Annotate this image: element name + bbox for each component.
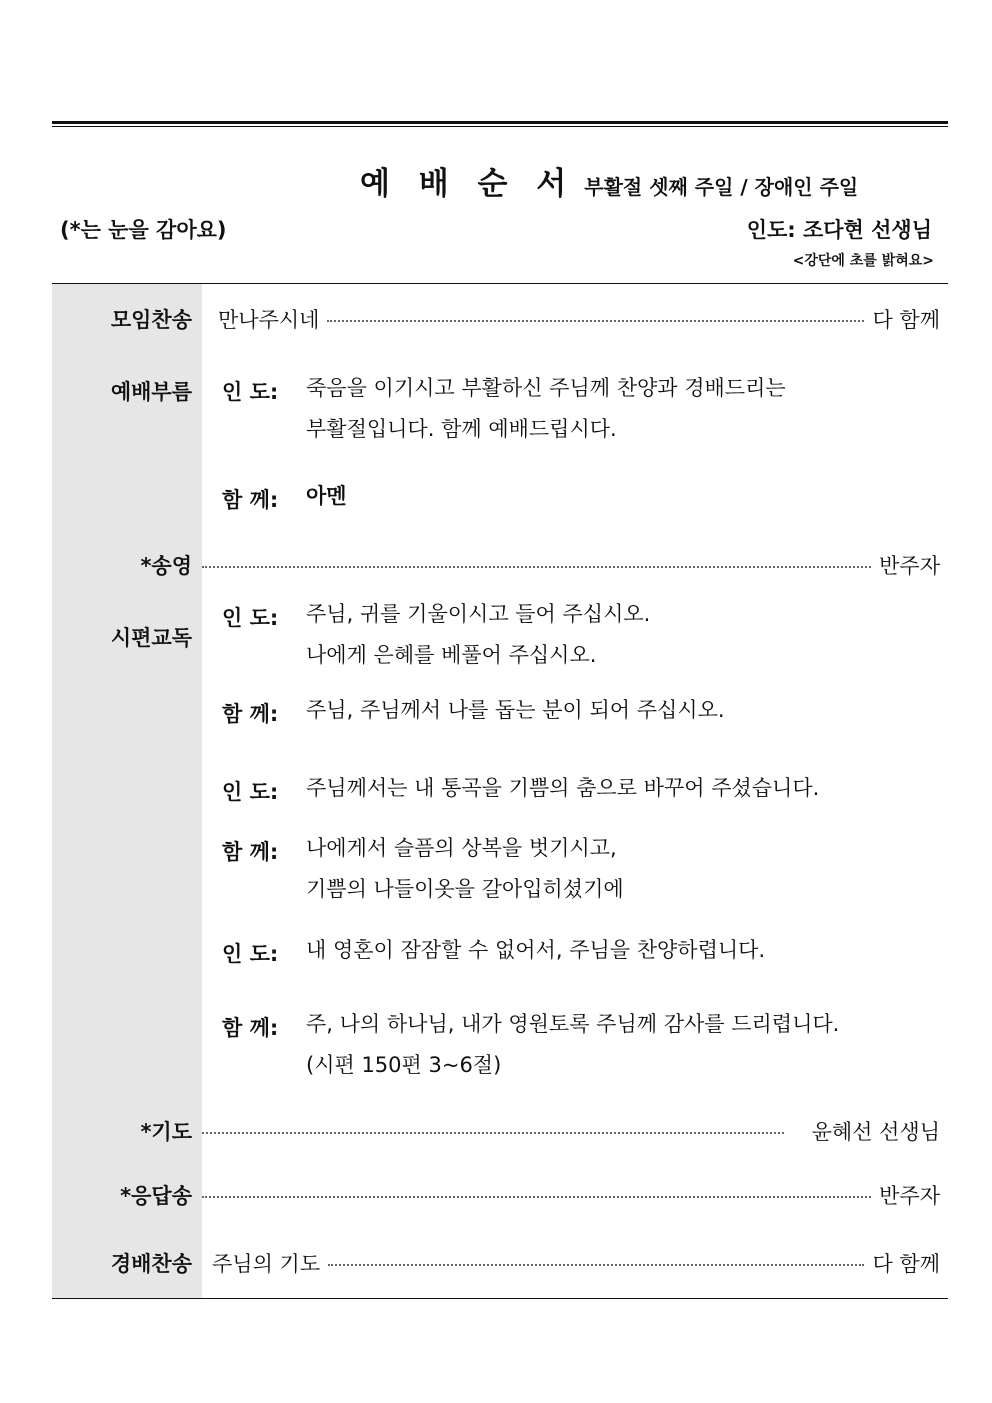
label-response-song: *응답송 (120, 1184, 192, 1208)
page-subtitle: 부활절 셋째 주일 / 장애인 주일 (584, 175, 859, 199)
label-call: 예배부름 (110, 380, 192, 404)
row-prayer (202, 1116, 940, 1146)
speaker-all: 함 께: (222, 1016, 279, 1040)
speaker-leader: 인 도: (222, 942, 279, 966)
title-block (360, 158, 858, 203)
psalm-line: 내 영혼이 잠잠할 수 없어서, 주님을 찬양하렵니다. (306, 938, 766, 962)
speaker-leader: 인 도: (222, 780, 279, 804)
psalm-line: 주, 나의 하나님, 내가 영원토록 주님께 감사를 드리렵니다. (306, 1012, 840, 1036)
dotted-leader (202, 1132, 784, 1134)
dotted-leader (327, 320, 864, 322)
psalm-line: 주님, 귀를 기울이시고 들어 주십시오. (306, 602, 651, 626)
psalm-line: 주님께서는 내 통곡을 기쁨의 춤으로 바꾸어 주셨습니다. (306, 776, 820, 800)
candle-note: <강단에 초를 밝혀요> (792, 253, 934, 269)
dotted-leader (202, 1196, 871, 1198)
label-psalm: 시편교독 (110, 626, 192, 650)
header-double-rule-thick (52, 121, 948, 124)
label-gathering: 모임찬송 (110, 308, 192, 332)
label-prayer: *기도 (140, 1120, 192, 1144)
psalm-reference: (시편 150편 3~6절) (306, 1053, 502, 1077)
leader-name: 인도: 조다현 선생님 (746, 218, 932, 242)
call-line-2: 부활절입니다. 함께 예배드립시다. (306, 417, 617, 441)
row-gathering (202, 304, 940, 334)
praise-by: 반주자 (879, 554, 940, 578)
call-response: 아멘 (306, 484, 347, 508)
gathering-title: 만나주시네 (218, 308, 320, 332)
row-praise (202, 550, 940, 580)
label-praise: *송영 (140, 554, 192, 578)
psalm-line: 기쁨의 나들이옷을 갈아입히셨기에 (306, 877, 624, 901)
row-hymn (202, 1248, 940, 1278)
gathering-by: 다 함께 (872, 308, 940, 332)
row-response-song (202, 1180, 940, 1210)
prayer-by: 윤혜선 선생님 (811, 1120, 940, 1144)
table-bottom-rule (52, 1298, 948, 1299)
dotted-leader (328, 1264, 864, 1266)
response-song-by: 반주자 (879, 1184, 940, 1208)
speaker-all: 함 께: (222, 488, 279, 512)
call-line-1: 죽음을 이기시고 부활하신 주님께 찬양과 경배드리는 (306, 376, 786, 400)
hymn-title: 주님의 기도 (212, 1252, 321, 1276)
speaker-leader: 인 도: (222, 380, 279, 404)
speaker-leader: 인 도: (222, 606, 279, 630)
page-title: 예 배 순 서 (360, 166, 576, 202)
eyes-closed-note: (*는 눈을 감아요) (60, 218, 227, 242)
label-hymn: 경배찬송 (110, 1252, 192, 1276)
speaker-all: 함 께: (222, 840, 279, 864)
hymn-by: 다 함께 (872, 1252, 940, 1276)
speaker-all: 함 께: (222, 702, 279, 726)
psalm-line: 주님, 주님께서 나를 돕는 분이 되어 주십시오. (306, 698, 725, 722)
dotted-leader (202, 566, 871, 568)
psalm-line: 나에게서 슬픔의 상복을 벗기시고, (306, 836, 617, 860)
psalm-line: 나에게 은혜를 베풀어 주십시오. (306, 643, 597, 667)
header-double-rule-thin (52, 126, 948, 127)
